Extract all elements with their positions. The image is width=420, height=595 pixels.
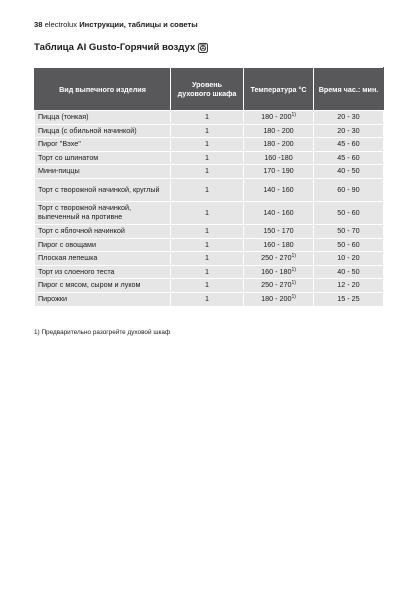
cell-dish-text: Пицца (с обильной начинкой)	[38, 125, 137, 135]
cell-temperature	[244, 151, 314, 165]
cell-time-text: 20 - 30	[337, 111, 360, 121]
cell-temperature	[244, 238, 314, 252]
table-header-row	[35, 68, 384, 111]
header-temperature: Температура °C	[244, 68, 314, 111]
cell-time-text: 50 - 60	[337, 207, 360, 217]
cell-time	[314, 138, 384, 152]
cell-temperature-text: 160 - 180	[263, 239, 294, 249]
table-row	[35, 252, 384, 266]
cell-time-text: 20 - 30	[337, 125, 360, 135]
cell-time-text: 15 - 25	[337, 293, 360, 303]
cell-temperature-text: 180 - 200	[261, 293, 292, 303]
cell-temperature	[244, 124, 314, 138]
cell-level	[171, 252, 244, 266]
cell-level-text: 1	[205, 280, 209, 290]
cell-temperature	[244, 178, 314, 201]
cell-dish-text: Торт из слоеного теста	[38, 266, 115, 276]
table-row	[35, 151, 384, 165]
cell-time-text: 12 - 20	[337, 280, 360, 290]
cell-temperature	[244, 224, 314, 238]
cell-temperature	[244, 265, 314, 279]
cell-dish	[35, 124, 171, 138]
table-title	[34, 42, 208, 53]
cell-time-text: 40 - 50	[337, 266, 360, 276]
cell-level-text: 1	[205, 139, 209, 149]
cell-dish	[35, 151, 171, 165]
cell-level	[171, 201, 244, 224]
footnote-marker: 1)	[291, 253, 296, 260]
cell-time-text: 45 - 60	[337, 139, 360, 149]
cell-dish-text: Пирог "Вэхе"	[38, 139, 81, 149]
cell-level	[171, 279, 244, 293]
cell-dish	[35, 224, 171, 238]
cell-dish	[35, 252, 171, 266]
cell-temperature-text: 140 - 160	[263, 184, 294, 194]
page-number: 38	[34, 20, 43, 29]
footnote-marker: 1)	[291, 266, 296, 273]
cell-dish	[35, 201, 171, 224]
cell-temperature-text: 180 - 200	[263, 139, 294, 149]
cell-level	[171, 224, 244, 238]
cell-time	[314, 292, 384, 306]
table-row	[35, 165, 384, 179]
cell-time	[314, 201, 384, 224]
cell-level-text: 1	[205, 184, 209, 194]
cell-level	[171, 138, 244, 152]
table-row	[35, 124, 384, 138]
cell-temperature	[244, 138, 314, 152]
cell-time	[314, 178, 384, 201]
cell-temperature-text: 170 - 190	[263, 166, 294, 176]
cell-time-text: 50 - 70	[337, 225, 360, 235]
cell-level	[171, 178, 244, 201]
cell-dish-text: Торт с творожной начинкой, круглый	[38, 184, 160, 194]
cell-level-text: 1	[205, 253, 209, 263]
cell-dish	[35, 165, 171, 179]
cell-time	[314, 252, 384, 266]
cell-level-text: 1	[205, 239, 209, 249]
cell-dish-text: Пицца (тонкая)	[38, 111, 89, 121]
cell-temperature-text: 160 -180	[264, 152, 293, 162]
cell-level	[171, 165, 244, 179]
header-dish: Вид выпечного изделия	[35, 68, 171, 111]
cell-temperature-text: 140 - 160	[263, 207, 294, 217]
cell-dish-text: Торт с яблочной начинкой	[38, 225, 125, 235]
cell-temperature	[244, 252, 314, 266]
cell-time-text: 10 - 20	[337, 253, 360, 263]
cell-level-text: 1	[205, 166, 209, 176]
footnote: 1) Предварительно разогрейте духовой шкаф	[34, 329, 171, 336]
cell-level	[171, 292, 244, 306]
cell-time	[314, 165, 384, 179]
cell-temperature-text: 180 - 200	[263, 125, 294, 135]
cell-temperature-text: 250 - 270	[261, 253, 292, 263]
cell-dish-text: Торт со шпинатом	[38, 152, 99, 162]
cell-level	[171, 124, 244, 138]
cell-level-text: 1	[205, 111, 209, 121]
cell-dish	[35, 238, 171, 252]
cell-time-text: 40 - 50	[337, 166, 360, 176]
cell-dish	[35, 265, 171, 279]
header-level: Уровень духового шкафа	[171, 68, 244, 111]
cell-time	[314, 238, 384, 252]
cell-dish	[35, 279, 171, 293]
cell-time-text: 60 - 90	[337, 184, 360, 194]
footnote-marker: 1)	[291, 293, 296, 300]
section-title: Инструкции, таблицы и советы	[79, 20, 198, 29]
cell-temperature	[244, 201, 314, 224]
cell-time	[314, 111, 384, 125]
cell-dish-text: Пирог с овощами	[38, 239, 96, 249]
cell-temperature	[244, 292, 314, 306]
cell-time	[314, 279, 384, 293]
cell-level	[171, 151, 244, 165]
cell-dish-text: Пирог с мясом, сыром и луком	[38, 280, 141, 290]
table-row	[35, 292, 384, 306]
table-row	[35, 111, 384, 125]
table-row	[35, 238, 384, 252]
cell-time-text: 50 - 60	[337, 239, 360, 249]
table-row	[35, 224, 384, 238]
fan-oven-icon	[198, 43, 208, 53]
table-row	[35, 265, 384, 279]
cell-dish-text: Мини-пиццы	[38, 166, 80, 176]
baking-table	[34, 67, 384, 307]
page-header	[34, 20, 198, 29]
cell-temperature	[244, 279, 314, 293]
cell-level-text: 1	[205, 125, 209, 135]
footnote-marker: 1)	[291, 280, 296, 287]
cell-dish	[35, 292, 171, 306]
cell-temperature-text: 150 - 170	[263, 225, 294, 235]
cell-level-text: 1	[205, 293, 209, 303]
cell-dish	[35, 178, 171, 201]
cell-level-text: 1	[205, 152, 209, 162]
brand-name: electrolux	[44, 20, 78, 29]
cell-dish-text: Плоская лепешка	[38, 253, 98, 263]
cell-level-text: 1	[205, 225, 209, 235]
cell-dish-text: Пирожки	[38, 293, 68, 303]
cell-temperature	[244, 111, 314, 125]
table-row	[35, 178, 384, 201]
cell-dish	[35, 111, 171, 125]
cell-time	[314, 265, 384, 279]
cell-time	[314, 151, 384, 165]
cell-level	[171, 111, 244, 125]
table-title-text: Таблица AI Gusto-Горячий воздух	[34, 42, 196, 53]
cell-time-text: 45 - 60	[337, 152, 360, 162]
cell-temperature-text: 160 - 180	[261, 266, 292, 276]
cell-temperature-text: 250 - 270	[261, 280, 292, 290]
table-row	[35, 138, 384, 152]
cell-time	[314, 124, 384, 138]
cell-level	[171, 238, 244, 252]
cell-temperature	[244, 165, 314, 179]
header-time: Время час.: мин.	[314, 68, 384, 111]
cell-level-text: 1	[205, 207, 209, 217]
cell-temperature-text: 180 - 200	[261, 111, 292, 121]
cell-level-text: 1	[205, 266, 209, 276]
cell-dish-text: Торт с творожной начинкой, выпеченный на противне	[38, 203, 132, 221]
cell-level	[171, 265, 244, 279]
cell-time	[314, 224, 384, 238]
footnote-marker: 1)	[291, 111, 296, 118]
cell-dish	[35, 138, 171, 152]
table-row	[35, 279, 384, 293]
table-row	[35, 201, 384, 224]
